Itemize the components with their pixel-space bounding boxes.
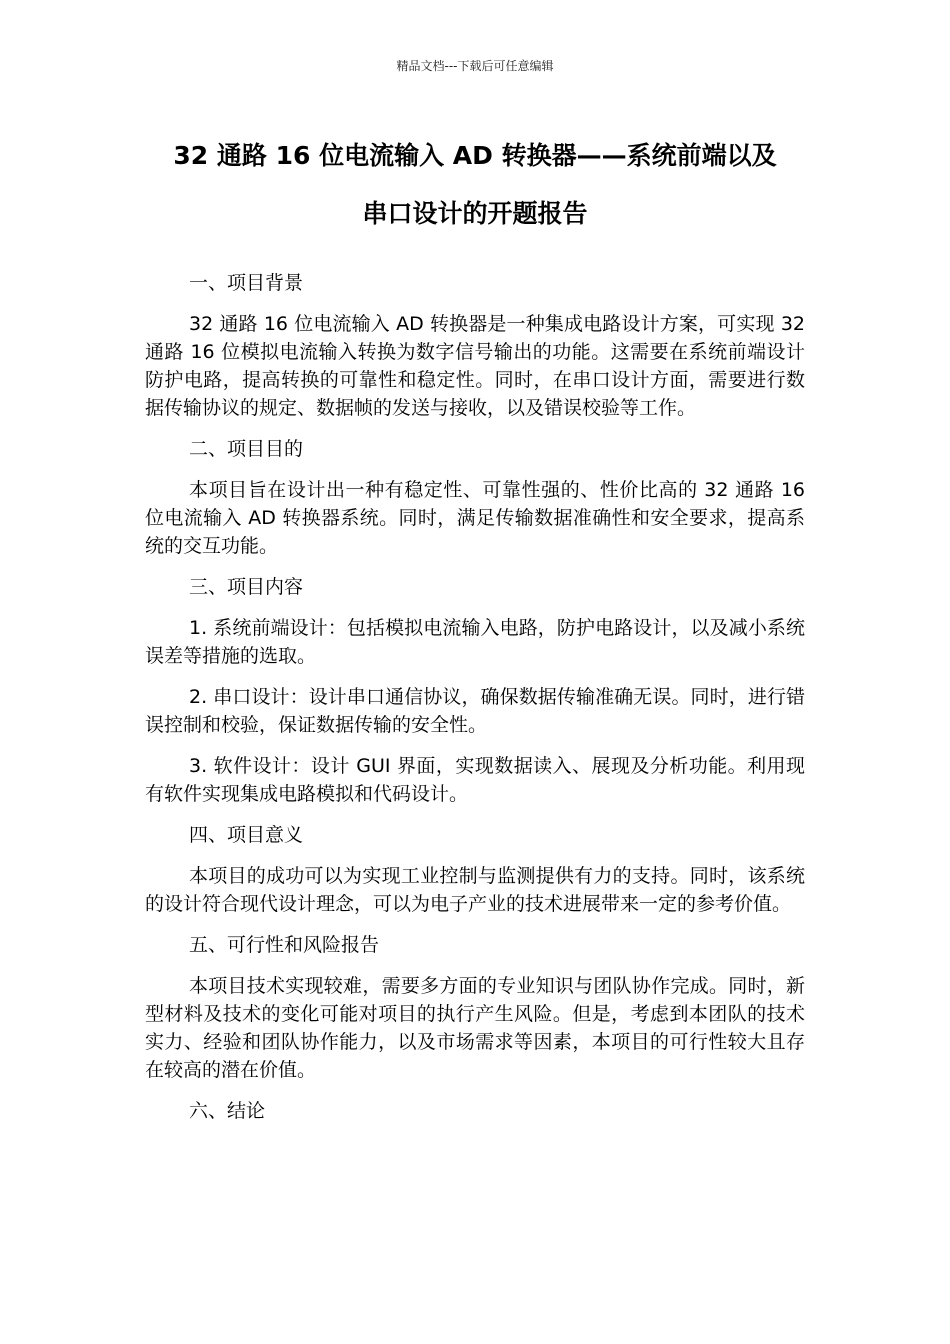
section-paragraph-purpose: 本项目旨在设计出一种有稳定性、可靠性强的、性价比高的 32 通路 16 位电流输入 AD 转换器系统。同时，满足传输数据准确性和安全要求，提高系统的交互功能。 xyxy=(145,479,805,557)
section-heading-significance: 四、项目意义 xyxy=(189,824,304,846)
content-item-software: 3. 软件设计：设计 GUI 界面，实现数据读入、展现及分析功能。利用现有软件实现集成电路模拟和代码设计。 xyxy=(145,755,805,805)
document-title-line1: 32 通路 16 位电流输入 AD 转换器——系统前端以及 xyxy=(173,141,777,170)
header-note: 精品文档---下载后可任意编辑 xyxy=(396,59,554,73)
section-heading-background: 一、项目背景 xyxy=(189,272,304,294)
document-body xyxy=(145,269,805,1125)
section-paragraph-significance: 本项目的成功可以为实现工业控制与监测提供有力的支持。同时，该系统的设计符合现代设计理念，可以为电子产业的技术进展带来一定的参考价值。 xyxy=(145,865,805,915)
content-item-frontend: 1. 系统前端设计：包括模拟电流输入电路，防护电路设计，以及减小系统误差等措施的选取。 xyxy=(145,617,805,667)
section-paragraph-feasibility: 本项目技术实现较难，需要多方面的专业知识与团队协作完成。同时，新型材料及技术的变化可能对项目的执行产生风险。但是，考虑到本团队的技术实力、经验和团队协作能力，以及市场需求等因素，本项目的可行性较大且存在较高的潜在价值。 xyxy=(145,975,805,1081)
content-item-serial: 2. 串口设计：设计串口通信协议，确保数据传输准确无误。同时，进行错误控制和校验，保证数据传输的安全性。 xyxy=(145,686,805,736)
section-heading-purpose: 二、项目目的 xyxy=(189,438,304,460)
section-heading-feasibility: 五、可行性和风险报告 xyxy=(189,934,380,956)
section-heading-content: 三、项目内容 xyxy=(189,576,304,598)
section-heading-conclusion: 六、结论 xyxy=(189,1100,266,1122)
document-title-line2: 串口设计的开题报告 xyxy=(362,199,588,228)
section-paragraph-background: 32 通路 16 位电流输入 AD 转换器是一种集成电路设计方案，可实现 32 通路 16 位模拟电流输入转换为数字信号输出的功能。这需要在系统前端设计防护电路，提高转换的可靠性和稳定性。同时，在串口设计方面，需要进行数据传输协议的规定、数据帧的发送与接收，以及错误校验等工作。 xyxy=(145,313,805,419)
